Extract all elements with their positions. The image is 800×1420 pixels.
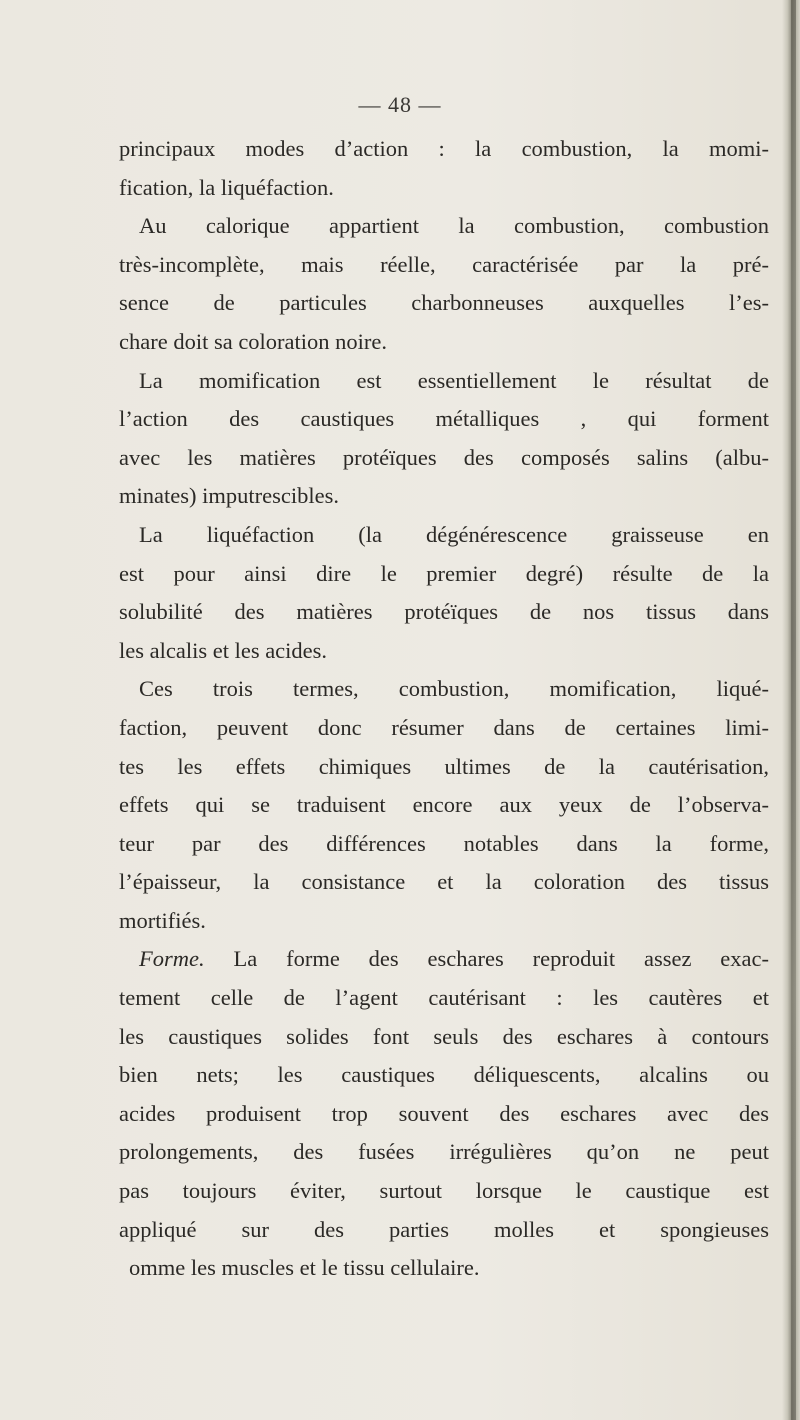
- text-line: omme les muscles et le tissu cellulaire.: [129, 1255, 480, 1281]
- text-line: l’épaisseur, la consistance et la coloration des tissus: [119, 869, 769, 895]
- text-line: teur par des différences notables dans la forme,: [119, 830, 769, 856]
- text-line: très-incomplète, mais réelle, caractérisée par la pré-: [119, 251, 769, 277]
- text-line: pas toujours éviter, surtout lorsque le caustique est: [119, 1178, 769, 1204]
- body-text: [119, 130, 769, 1288]
- text-line: chare doit sa coloration noire.: [119, 328, 388, 354]
- text-line: l’action des caustiques métalliques , qui forment: [119, 406, 769, 432]
- text-line: appliqué sur des parties molles et spongieuses: [119, 1216, 769, 1242]
- section-heading-italic: Forme.: [139, 946, 205, 972]
- text-line: les alcalis et les acides.: [119, 637, 328, 663]
- text-line: acides produisent trop souvent des eschares avec des: [119, 1100, 769, 1126]
- text-line-content: La forme des eschares reproduit assez exac-: [204, 946, 769, 972]
- text-line: effets qui se traduisent encore aux yeux de l’observa-: [119, 792, 769, 818]
- text-line: La liquéfaction (la dégénérescence graisseuse en: [139, 521, 769, 547]
- text-line: faction, peuvent donc résumer dans de certaines limi-: [119, 714, 769, 740]
- text-line: bien nets; les caustiques déliquescents, alcalins ou: [119, 1062, 769, 1088]
- text-line: avec les matières protéïques des composés salins (albu-: [119, 444, 769, 470]
- text-line: Au calorique appartient la combustion, combustion: [139, 213, 769, 239]
- page-number: — 48 —: [358, 92, 442, 117]
- text-line: prolongements, des fusées irrégulières qu’on ne peut: [119, 1139, 769, 1165]
- text-line: sence de particules charbonneuses auxquelles l’es-: [119, 290, 769, 316]
- text-line: minates) imputrescibles.: [119, 483, 339, 509]
- text-line: tement celle de l’agent cautérisant : les cautères et: [119, 985, 769, 1011]
- text-line: La momification est essentiellement le résultat de: [139, 367, 769, 393]
- text-line: Ces trois termes, combustion, momification, liqué-: [139, 676, 769, 702]
- text-line: solubilité des matières protéïques de nos tissus dans: [119, 599, 769, 625]
- text-line: mortifiés.: [119, 907, 206, 933]
- text-line: [119, 940, 769, 979]
- text-line: tes les effets chimiques ultimes de la cautérisation,: [119, 753, 769, 779]
- page-binding-edge: [791, 0, 796, 1420]
- text-line: est pour ainsi dire le premier degré) résulte de la: [119, 560, 769, 586]
- text-line: les caustiques solides font seuls des eschares à contours: [119, 1023, 769, 1049]
- text-line: principaux modes d’action : la combustion, la momi-: [119, 136, 769, 161]
- text-line: fication, la liquéfaction.: [119, 174, 334, 200]
